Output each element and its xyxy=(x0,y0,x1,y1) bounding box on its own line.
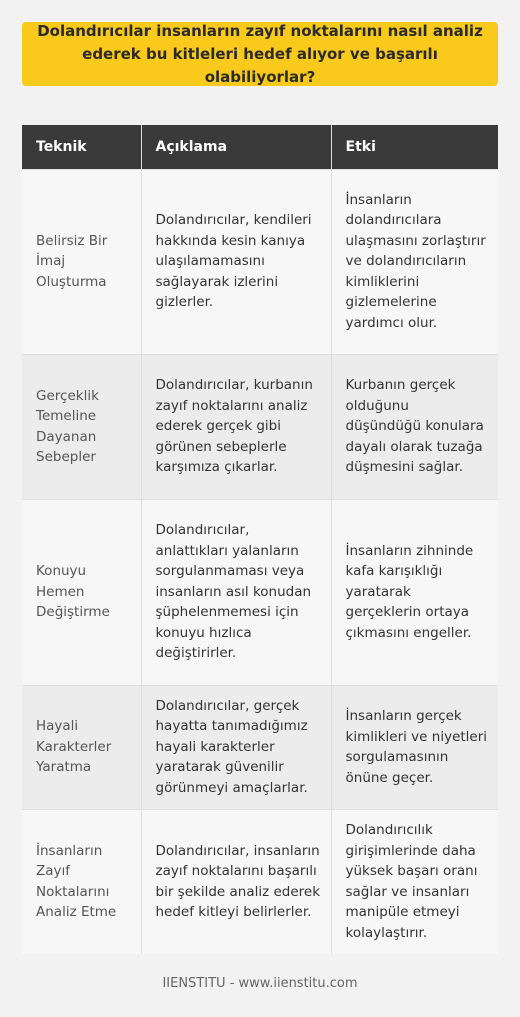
cell-etki: İnsanların zihninde kafa karışıklığı yaratarak gerçeklerin ortaya çıkmasını engeller. xyxy=(331,499,498,685)
header-teknik: Teknik xyxy=(22,125,141,169)
table-row xyxy=(22,354,498,499)
header-aciklama: Açıklama xyxy=(141,125,331,169)
cell-teknik: Konuyu Hemen Değiştirme xyxy=(22,499,141,685)
cell-teknik: İnsanların Zayıf Noktalarını Analiz Etme xyxy=(22,809,141,954)
cell-aciklama: Dolandırıcılar, kendileri hakkında kesin kanıya ulaşılamamasını sağlayarak izlerini gizlerler. xyxy=(141,169,331,354)
table-row xyxy=(22,499,498,685)
title-banner xyxy=(22,22,498,86)
cell-teknik: Hayali Karakterler Yaratma xyxy=(22,685,141,809)
cell-aciklama: Dolandırıcılar, anlattıkları yalanların sorgulanmaması veya insanların asıl konudan şüphelenmemesi için konuyu hızlıca değiştirirler. xyxy=(141,499,331,685)
cell-teknik: Gerçeklik Temeline Dayanan Sebepler xyxy=(22,354,141,499)
table-row xyxy=(22,685,498,809)
footer-credit: IIENSTITU - www.iienstitu.com xyxy=(162,976,358,991)
page-title: Dolandırıcılar insanların zayıf noktalarını nasıl analiz ederek bu kitleleri hedef alıyor ve başarılı olabiliyorlar? xyxy=(37,21,483,86)
cell-etki: Kurbanın gerçek olduğunu düşündüğü konulara dayalı olarak tuzağa düşmesini sağlar. xyxy=(331,354,498,499)
table-row xyxy=(22,169,498,354)
cell-etki: İnsanların dolandırıcılara ulaşmasını zorlaştırır ve dolandırıcıların kimliklerini gizlemelerine yardımcı olur. xyxy=(331,169,498,354)
table-header-row xyxy=(22,125,498,169)
table-row xyxy=(22,809,498,954)
cell-etki: Dolandırıcılık girişimlerinde daha yüksek başarı oranı sağlar ve insanları manipüle etmeyi kolaylaştırır. xyxy=(331,809,498,954)
header-etki: Etki xyxy=(331,125,498,169)
cell-teknik: Belirsiz Bir İmaj Oluşturma xyxy=(22,169,141,354)
cell-aciklama: Dolandırıcılar, insanların zayıf noktalarını başarılı bir şekilde analiz ederek hedef kitleyi belirlerler. xyxy=(141,809,331,954)
cell-etki: İnsanların gerçek kimlikleri ve niyetleri sorgulamasının önüne geçer. xyxy=(331,685,498,809)
techniques-table xyxy=(22,125,498,954)
cell-aciklama: Dolandırıcılar, gerçek hayatta tanımadığımız hayali karakterler yaratarak güvenilir görünmeyi amaçlarlar. xyxy=(141,685,331,809)
cell-aciklama: Dolandırıcılar, kurbanın zayıf noktalarını analiz ederek gerçek gibi görünen sebeplerle karşımıza çıkarlar. xyxy=(141,354,331,499)
